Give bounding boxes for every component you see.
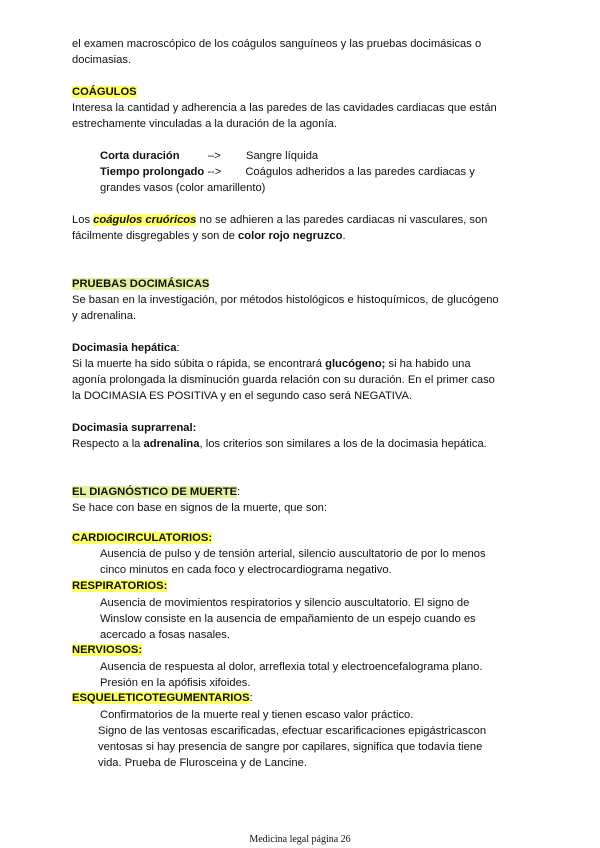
diagnostico-para: Se hace con base en signos de la muerte, que son: — [72, 502, 327, 514]
resp-line-3: acercado a fosas nasales. — [100, 629, 230, 641]
esq-line-2: Signo de las ventosas escarificadas, efectuar escarificaciones epigástricascon — [98, 725, 487, 737]
nerv-line-2: Presión en la apófisis xifoides. — [100, 677, 251, 689]
cardio-line-1: Ausencia de pulso y de tensión arterial, silencio auscultatorio de por lo menos — [100, 548, 486, 560]
esq-heading — [72, 690, 253, 706]
cruor-line-1 — [72, 212, 487, 228]
coagulos-heading — [72, 84, 137, 100]
diagnostico-heading-text: EL DIAGNÓSTICO DE MUERTE — [72, 486, 238, 498]
cruor-line2-pre: fácilmente disgregables y son de — [72, 230, 239, 242]
cruor-highlight: coágulos cruóricos — [93, 214, 197, 226]
pruebas-para-1: Se basan en la investigación, por métodos histológicos e histoquímicos, de glucógeno — [72, 294, 499, 306]
intro-line-1: el examen macroscópico de los coágulos sanguíneos y las pruebas docimásicas o — [72, 38, 482, 50]
hepatica-colon: : — [176, 342, 180, 354]
tiempo-prolongado-row — [100, 164, 475, 180]
diagnostico-colon: : — [237, 486, 241, 498]
cardio-heading — [72, 530, 212, 546]
suprarrenal-line — [72, 436, 487, 452]
pruebas-para-2: y adrenalina. — [72, 310, 137, 322]
esq-heading-text: ESQUELETICOTEGUMENTARIOS — [72, 692, 250, 704]
cardio-heading-text: CARDIOCIRCULATORIOS: — [72, 532, 213, 544]
cruor-color: color rojo negruzco — [238, 230, 343, 242]
pruebas-heading — [72, 276, 209, 292]
cruor-post: no se adhieren a las paredes cardiacas ni vasculares, son — [196, 214, 488, 226]
corta-duracion-value: Sangre líquida — [246, 150, 319, 162]
pruebas-heading-text: PRUEBAS DOCIMÁSICAS — [72, 278, 210, 290]
hep1-post: si ha habido una — [385, 358, 471, 370]
corta-duracion-row — [100, 148, 318, 164]
corta-duracion-label: Corta duración — [100, 150, 180, 162]
tiempo-prolongado-value: Coágulos adheridos a las paredes cardiacas y — [245, 166, 475, 178]
page-footer: Medicina legal página 26 — [249, 834, 351, 845]
hep1-pre: Si la muerte ha sido súbita o rápida, se encontrará — [72, 358, 326, 370]
hepatica-title-text: Docimasia hepática — [72, 342, 177, 354]
cruor-line2-post: . — [342, 230, 346, 242]
supra-pre: Respecto a la — [72, 438, 144, 450]
supra-bold: adrenalina — [143, 438, 200, 450]
esq-colon: : — [249, 692, 253, 704]
esq-line-3: ventosas si hay presencia de sangre por capilares, significa que todavía tiene — [98, 741, 483, 753]
tiempo-prolongado-label: Tiempo prolongado — [100, 166, 205, 178]
resp-heading-text: RESPIRATORIOS: — [72, 580, 168, 592]
hepatica-title — [72, 340, 180, 356]
tiempo-prolongado-value-2: grandes vasos (color amarillento) — [100, 182, 266, 194]
hepatica-line-1 — [72, 356, 471, 372]
suprarrenal-title-text: Docimasia suprarrenal: — [72, 422, 197, 434]
nerv-line-1: Ausencia de respuesta al dolor, arreflexia total y electroencefalograma plano. — [100, 661, 483, 673]
hepatica-line-2: agonía prolongada la disminución guarda relación con su duración. En el primer caso — [72, 374, 495, 386]
nerv-heading-text: NERVIOSOS: — [72, 644, 143, 656]
resp-line-1: Ausencia de movimientos respiratorios y silencio auscultatorio. El signo de — [100, 597, 470, 609]
esq-line-1: Confirmatorios de la muerte real y tienen escaso valor práctico. — [100, 709, 414, 721]
coagulos-para-2: estrechamente vinculadas a la duración de la agonía. — [72, 118, 337, 130]
cardio-line-2: cinco minutos en cada foco y electrocardiograma negativo. — [100, 564, 392, 576]
supra-post: , los criterios son similares a los de la docimasia hepática. — [199, 438, 487, 450]
cruor-line-2 — [72, 228, 346, 244]
intro-line-2: docimasias. — [72, 54, 132, 66]
resp-line-2: Winslow consiste en la ausencia de empañamiento de un espejo cuando es — [100, 613, 476, 625]
hepatica-line-3: la DOCIMASIA ES POSITIVA y en el segundo caso será NEGATIVA. — [72, 390, 413, 402]
diagnostico-heading — [72, 484, 240, 500]
nerv-heading — [72, 642, 142, 658]
resp-heading — [72, 578, 167, 594]
coagulos-para-1: Interesa la cantidad y adherencia a las paredes de las cavidades cardiacas que están — [72, 102, 497, 114]
tiempo-arrow: --> — [207, 166, 222, 178]
suprarrenal-title — [72, 420, 196, 436]
esq-line-4: vida. Prueba de Flurosceina y de Lancine. — [98, 757, 307, 769]
coagulos-heading-text: COÁGULOS — [72, 86, 137, 98]
hep1-bold: glucógeno; — [325, 358, 386, 370]
corta-arrow: –> — [208, 150, 221, 162]
cruor-pre: Los — [72, 214, 94, 226]
